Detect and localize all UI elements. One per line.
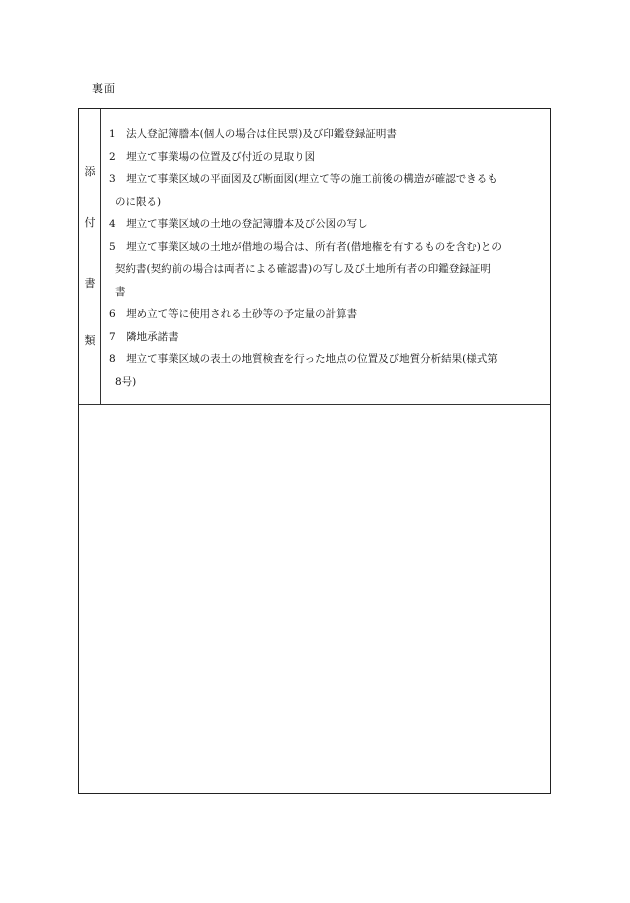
- attachment-item: 3 埋立て事業区域の平面図及び断面図(埋立て等の施工前後の構造が確認できるも: [109, 173, 498, 185]
- attachment-item-continuation: 書: [115, 285, 126, 298]
- attachment-item: 7 隣地承諾書: [109, 330, 179, 343]
- attachment-item-continuation: のに限る): [115, 195, 162, 208]
- attachment-item-continuation: 8号): [115, 375, 137, 388]
- blank-entry-area: [79, 405, 550, 793]
- attachments-heading-char: 類: [84, 334, 96, 347]
- attachments-heading-char: 書: [84, 277, 96, 290]
- attachment-item: 6 埋め立て等に使用される土砂等の予定量の計算書: [109, 308, 358, 320]
- attachment-item: 4 埋立て事業区域の土地の登記簿謄本及び公図の写し: [109, 218, 368, 230]
- attachment-item: 8 埋立て事業区域の表土の地質検査を行った地点の位置及び地質分析結果(様式第: [109, 353, 498, 365]
- attachments-heading: [79, 109, 101, 404]
- attachments-row: [79, 109, 550, 405]
- attachment-item: 1 法人登記簿謄本(個人の場合は住民票)及び印鑑登録証明書: [109, 128, 397, 140]
- attachments-heading-char: 添: [84, 165, 96, 178]
- attachment-item: 5 埋立て事業区域の土地が借地の場合は、所有者(借地権を有するものを含む)との: [109, 240, 502, 253]
- page-side-label: 裏面: [92, 82, 116, 95]
- attachments-heading-char: 付: [84, 216, 96, 229]
- form-table: [78, 108, 551, 794]
- attachment-item: 2 埋立て事業場の位置及び付近の見取り図: [109, 150, 316, 163]
- attachments-list: [109, 123, 547, 393]
- attachment-item-continuation: 契約書(契約前の場合は両者による確認書)の写し及び土地所有者の印鑑登録証明: [115, 263, 491, 275]
